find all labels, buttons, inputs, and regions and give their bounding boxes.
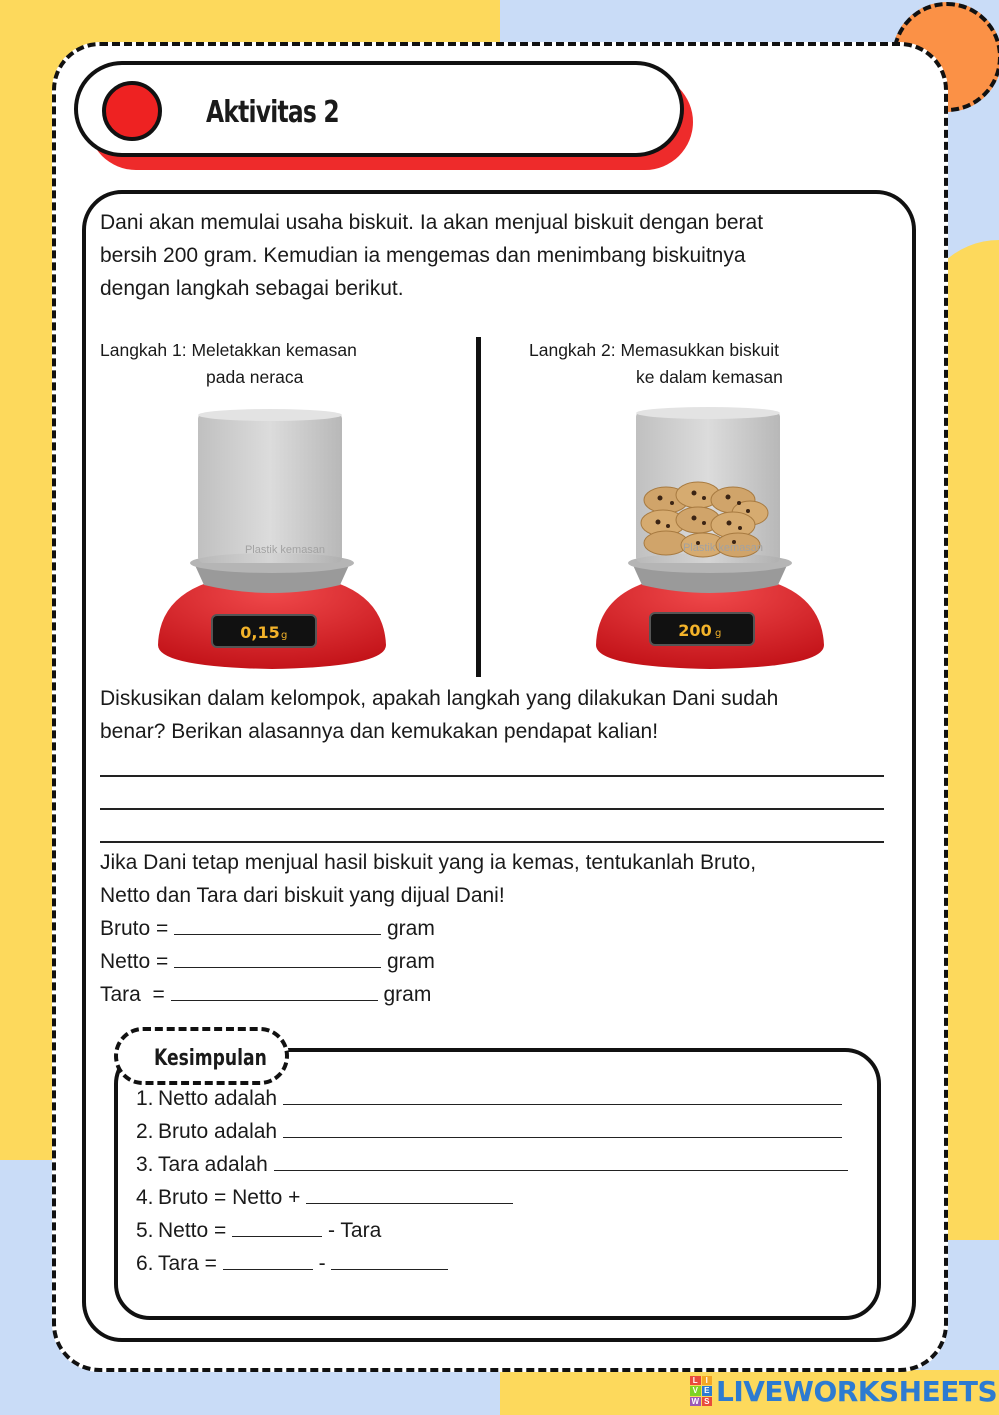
conclusion-tag bbox=[114, 1027, 289, 1085]
answer-line-1[interactable] bbox=[100, 775, 884, 777]
list-item: 6. Tara = - bbox=[136, 1247, 848, 1280]
scale-reading: 0,15 bbox=[240, 623, 280, 642]
container-label: Plastik kemasan bbox=[682, 542, 764, 554]
step-divider bbox=[476, 337, 481, 677]
list-item: 4. Bruto = Netto + bbox=[136, 1181, 848, 1214]
intro-line-2: bersih 200 gram. Kemudian ia mengemas dan menimbang biskuitnya bbox=[100, 244, 746, 267]
step-2-label-line-1: Langkah 2: Memasukkan biskuit bbox=[529, 340, 779, 360]
intro-line-3: dengan langkah sebagai berikut. bbox=[100, 277, 404, 300]
discussion-line-1: Diskusikan dalam kelompok, apakah langkah yang dilakukan Dani sudah bbox=[100, 687, 779, 710]
step-1-label-line-2: pada neraca bbox=[206, 367, 304, 387]
question-2-line-2: Netto dan Tara dari biskuit yang dijual Dani! bbox=[100, 884, 505, 907]
conclusion-blank-5[interactable] bbox=[232, 1216, 322, 1237]
list-item: 2. Bruto adalah bbox=[136, 1115, 848, 1148]
question-2-line-1: Jika Dani tetap menjual hasil biskuit yang ia kemas, tentukanlah Bruto, bbox=[100, 851, 757, 874]
bruto-row bbox=[100, 912, 435, 945]
intro-line-1: Dani akan memulai usaha biskuit. Ia akan menjual biskuit dengan berat bbox=[100, 211, 764, 234]
scale-reading: 200 bbox=[678, 621, 712, 640]
bruto-label: Bruto = bbox=[100, 917, 169, 940]
netto-label: Netto = bbox=[100, 950, 169, 973]
conclusion-blank-6a[interactable] bbox=[223, 1249, 313, 1270]
bruto-answer-blank[interactable] bbox=[174, 914, 381, 935]
conclusion-title: Kesimpulan bbox=[154, 1046, 267, 1071]
container-label: Plastik kemasan bbox=[244, 544, 326, 556]
liveworksheets-logo[interactable] bbox=[690, 1374, 997, 1408]
bruto-unit: gram bbox=[386, 917, 435, 940]
answer-line-2[interactable] bbox=[100, 808, 884, 810]
page-title: Aktivitas 2 bbox=[206, 95, 339, 130]
title-bar bbox=[74, 61, 684, 157]
list-item: 3. Tara adalah bbox=[136, 1148, 848, 1181]
tara-label: Tara = bbox=[100, 983, 165, 1006]
conclusion-blank-3[interactable] bbox=[274, 1150, 848, 1171]
answer-line-3[interactable] bbox=[100, 841, 884, 843]
conclusion-blank-4[interactable] bbox=[306, 1183, 513, 1204]
step-2-label-line-2: ke dalam kemasan bbox=[636, 367, 783, 387]
liveworksheets-icon: L I V E W S bbox=[690, 1376, 712, 1406]
tara-unit: gram bbox=[383, 983, 432, 1006]
scale-unit: g bbox=[281, 630, 288, 641]
title-dot-icon bbox=[102, 81, 162, 141]
scale-step-1 bbox=[150, 405, 395, 673]
scale-unit: g bbox=[715, 628, 722, 639]
list-item: 1. Netto adalah bbox=[136, 1082, 848, 1115]
list-item: 5. Netto = - Tara bbox=[136, 1214, 848, 1247]
conclusion-list bbox=[136, 1082, 848, 1280]
conclusion-blank-2[interactable] bbox=[283, 1117, 842, 1138]
tara-row bbox=[100, 978, 431, 1011]
discussion-line-2: benar? Berikan alasannya dan kemukakan pendapat kalian! bbox=[100, 720, 659, 743]
scale-step-2 bbox=[588, 405, 833, 673]
step-1-label-line-1: Langkah 1: Meletakkan kemasan bbox=[100, 340, 357, 360]
conclusion-blank-6b[interactable] bbox=[331, 1249, 448, 1270]
plastic-container bbox=[198, 413, 342, 563]
netto-answer-blank[interactable] bbox=[174, 947, 381, 968]
netto-unit: gram bbox=[386, 950, 435, 973]
netto-row bbox=[100, 945, 435, 978]
tara-answer-blank[interactable] bbox=[171, 980, 378, 1001]
brand-name: LIVEWORKSHEETS bbox=[716, 1374, 998, 1408]
conclusion-blank-1[interactable] bbox=[283, 1084, 842, 1105]
